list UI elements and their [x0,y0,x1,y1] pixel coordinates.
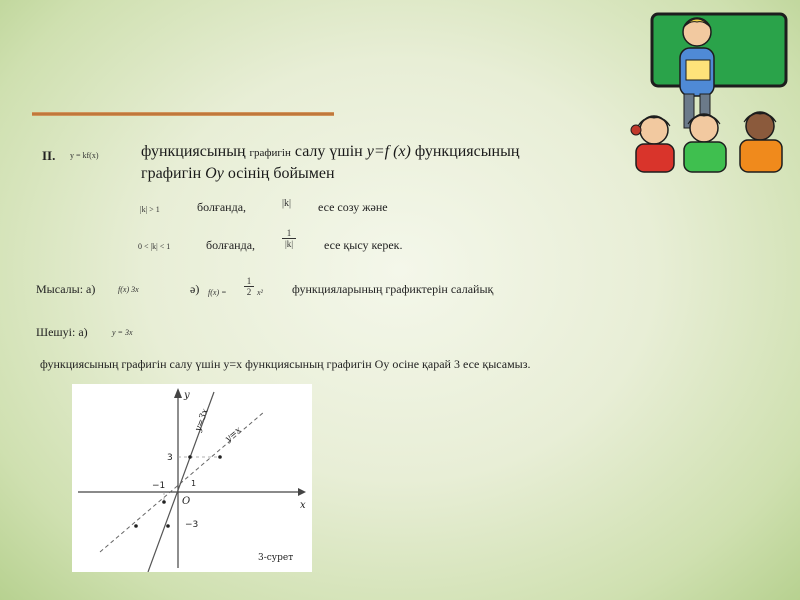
heading-text-d: функциясының [410,143,520,160]
y-axis-arrow-icon [174,388,182,398]
point-neg3-neg3 [134,524,138,528]
cond1-rest: есе созу және [318,200,388,214]
heading-text-small: графигін [249,147,291,159]
line-y-equals-x-label: y=x [223,425,244,445]
clipart-svg [628,8,788,176]
teacher-and-students-clipart [628,8,788,176]
example-f2-right: x² [257,288,263,297]
section-number: II. [42,148,56,163]
cond2-text: болғанда, [206,238,256,252]
tick-1-label: 1 [191,479,197,488]
example-f2-left: f(x) = [208,288,227,297]
cond2-denominator: |k| [282,238,296,249]
solution-label: Шешуі: а) [36,325,88,339]
example-f1: f(x) 3x [118,285,139,294]
solution-formula: y = 3x [112,328,133,337]
example-b-label: ә) [190,282,200,296]
heading-line-2 [141,163,335,185]
point-neg1-neg1 [162,500,166,504]
heading-formula: y = kf(x) [70,151,99,160]
example-f2-den: 2 [244,286,254,297]
cond2-fraction [282,228,296,249]
cond2-formula: 0 < |k| < 1 [138,242,171,251]
cond1-text: болғанда, [197,200,247,214]
x-axis-label: x [300,500,306,511]
y-axis-label: y [184,390,190,401]
example-f2-num: 1 [246,276,252,286]
heading-line-1 [141,141,519,164]
figure-caption: 3-сурет [258,553,294,563]
solution-text: функциясының графигін салу үшін у=х функциясының графигін Оу осіне қарай 3 есе қысамыз. [40,357,531,371]
origin-label: O [182,496,191,507]
heading-text-a: функциясының [141,143,250,160]
cond1-k: |k| [282,198,292,209]
graph-figure [72,384,312,572]
tick-neg1-label: −1 [152,481,166,491]
example-label: Мысалы: а) [36,282,96,296]
point-neg1-neg3 [166,524,170,528]
heading-axis: Oy [205,165,224,182]
heading-function: y=f (x) [366,143,411,160]
graph-svg [72,384,312,572]
x-axis-arrow-icon [298,488,306,496]
point-3-3 [218,455,222,459]
example-f2-fraction [244,276,254,297]
decorative-rule [32,112,334,116]
heading-line2-c: осінің бойымен [223,165,335,182]
tick-3-label: 3 [167,453,173,463]
example-rest: функцияларының графиктерін салайық [292,282,494,296]
tick-neg3-label: −3 [185,520,199,530]
cond2-numerator: 1 [286,228,292,238]
point-1-3 [188,455,192,459]
heading-line2-a: графигін [141,165,206,182]
cond2-rest: есе қысу керек. [324,238,403,252]
cond1-formula: |k| > 1 [140,205,160,214]
heading-text-b: салу үшін [290,143,367,160]
line-y-equals-3x-label: y=3x [193,407,211,434]
